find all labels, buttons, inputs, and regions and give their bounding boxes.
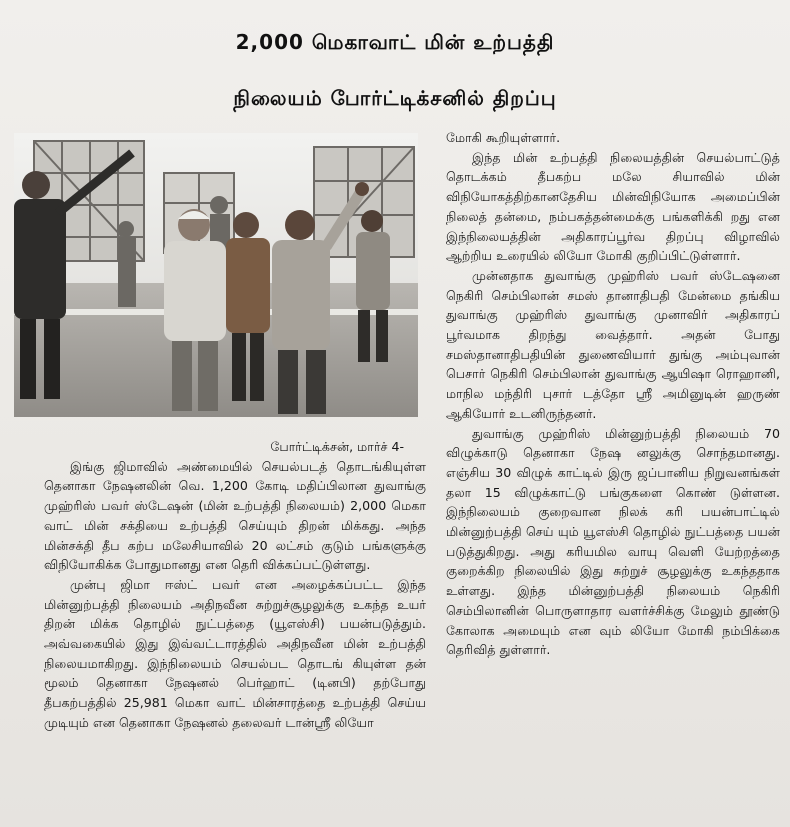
dateline: போர்ட்டிக்சன், மார்ச் 4- xyxy=(270,439,404,454)
right-text-column xyxy=(446,128,780,660)
article-paragraph: முன்பு ஜிமா ஈஸ்ட் பவர் என அழைக்கப்பட்ட இந்த மின்னுற்பத்தி நிலையம் அதிநவீன சுற்றுச்சூழலுக்கு உகந்த உயர் திறன் மிக்க தொழில் நுட்பத்தை (யூஎஸ்சி) பயன்படுத்தும். அவ்வகையில் இது இவ்வட்டாரத்தில் அதிநவீன மின் உற்பத்தி நிலையமாகிறது. இந்நிலையம் செயல்பட தொடங் கியுள்ள தன் மூலம் தெனாகா நேஷனல் பெர்ஹாட் (டினபி) தற்போது தீபகற்பத்தில் 25,981 மெகா வாட் மின்சாரத்தை உற்பத்தி செய்ய முடியும் என தெனாகா நேஷனல் தலைவர் டான்ஸ்ரீ லியோ xyxy=(44,576,426,730)
headline-line-1: 2,000 மெகாவாட் மின் உற்பத்தி xyxy=(235,30,555,54)
news-photo xyxy=(14,133,418,417)
article-paragraph: மோகி கூறியுள்ளார். xyxy=(446,130,561,145)
article-paragraph: இங்கு ஜிமாவில் அண்மையில் செயல்படத் தொடங்கியுள்ள தெனாகா நேஷனலின் வெ. 1,200 கோடி மதிப்பிலான துவாங்கு முஹ்ரிஸ் பவர் ஸ்டேஷன் (மின் உற்பத்தி நிலையம்) 2,000 மெகா வாட் மின் சக்தியை உற்பத்தி செய்யும் திறன் மிக்கது. அந்த மின்சக்தி தீப கற்ப மலேசியாவில் 20 லட்சம் குடும் பங்களுக்கு விநியோகிக்க போதுமானது என தெரி விக்கப்பட்டுள்ளது. xyxy=(44,458,426,573)
article-paragraph: முன்னதாக துவாங்கு முஹ்ரிஸ் பவர் ஸ்டேஷனை நெகிரி செம்பிலான் சமஸ் தானாதிபதி மேன்மை தங்கிய துவாங்கு முஹ்ரிஸ் துவாங்கு முனாவிர் அதிகாரப் பூர்வமாக திறந்து வைத்தார். அதன் போது சமஸ்தானாதிபதியின் துணைவியார் துங்கு அம்புவான் பெசார் நெகிரி செம்பிலான் துவாங்கு ஆயிஷா ரொஹானி, மாநில மந்திரி புசார் டத்தோ ஸ்ரீ அமினுடின் ஹருண் ஆகியோர் உடனிருந்தனர். xyxy=(446,267,780,421)
photo-illustration xyxy=(14,133,418,417)
article-paragraph: துவாங்கு முஹ்ரிஸ் மின்னுற்பத்தி நிலையம் 70 விழுக்காடு தெனாகா நேஷ னலுக்கு சொந்தமானது. எஞ்சிய 30 விழுக் காட்டில் இரு ஜப்பானிய நிறுவனங்கள் தலா 15 விழுக்காட்டு பங்குகளை கொண் டுள்ளன. இந்நிலையம் குறைவான நிலக் கரி பயன்பாட்டில் மின்னுற்பத்தி செய் யும் யூஎஸ்சி தொழில் நுட்பத்தை பயன் படுத்துகிறது. அது கரியமில வாயு வெளி யேற்றத்தை குறைக்கிற நிலையில் இது சுற்றுச் சூழலுக்கு உகந்ததாக உள்ளது. இந்த மின்னுற்பத்தி நிலையம் நெகிரி செம்பிலானின் பொருளாதார வளர்ச்சிக்கு மேலும் தூண்டு கோலாக அமையும் என வும் லியோ மோகி நம்பிக்கை தெரிவித் துள்ளார். xyxy=(446,425,780,658)
left-text-column xyxy=(44,437,426,733)
headline-line-2: நிலையம் போர்ட்டிக்சனில் திறப்பு xyxy=(233,86,557,110)
article-paragraph: இந்த மின் உற்பத்தி நிலையத்தின் செயல்பாட்டுத் தொடக்கம் தீபகற்ப மலே சியாவில் மின் விநியோகத்திற்கானதேசிய மின்விநியோக அமைப்பின் நிலைத் தன்மை, நம்பகத்தன்மைக்கு பங்களிக்கி றது என இந்நிலையத்தின் அதிகாரப்பூர்வ திறப்பு விழாவில் ஆற்றிய உரையில் லியோ மோகி குறிப்பிட்டுள்ளார். xyxy=(446,149,780,264)
